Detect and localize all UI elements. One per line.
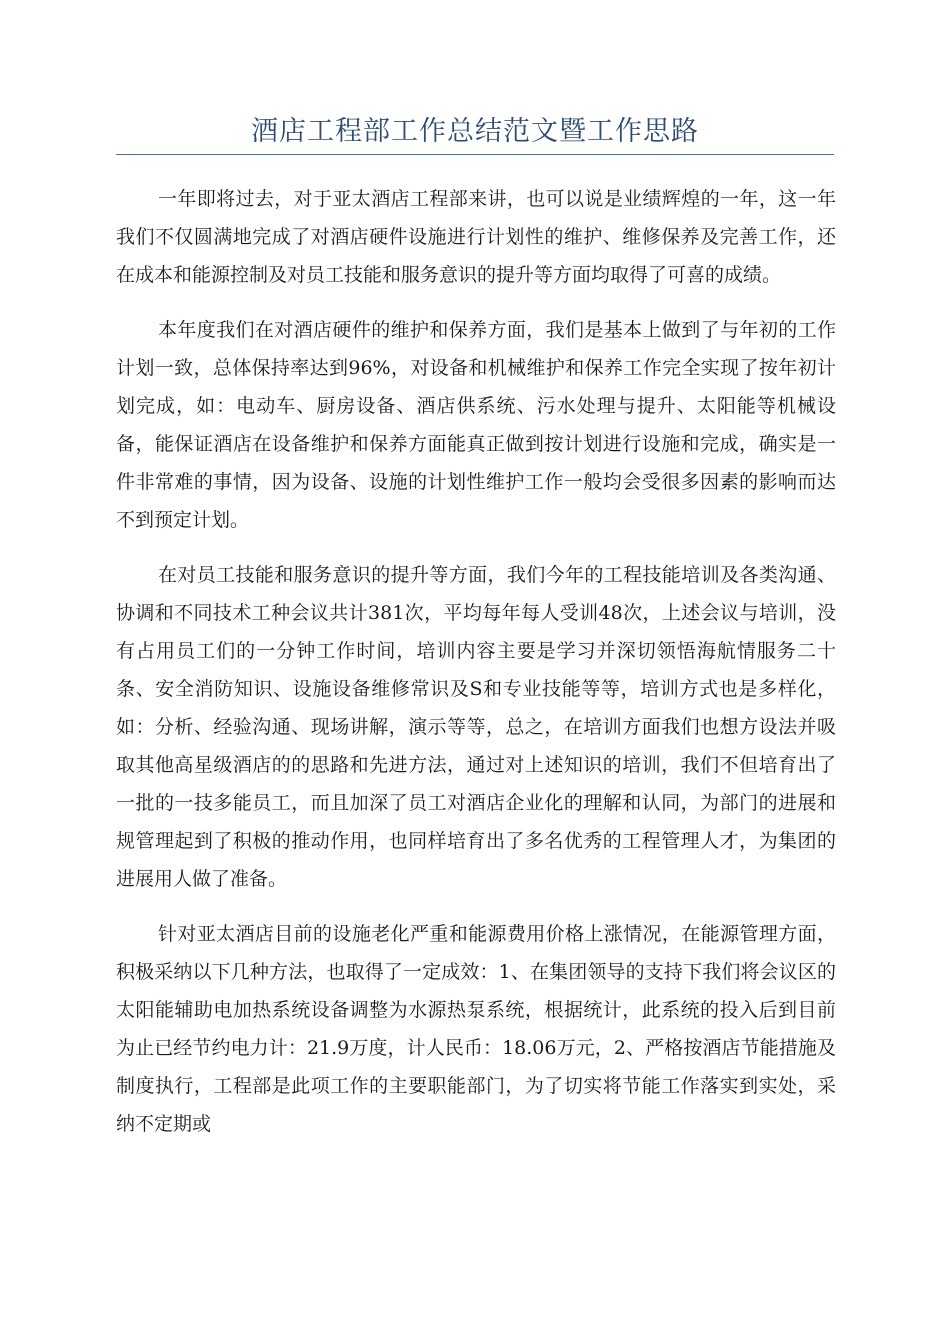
paragraph-1: 一年即将过去，对于亚太酒店工程部来讲，也可以说是业绩辉煌的一年，这一年我们不仅圆满地完成了对酒店硬件设施进行计划性的维护、维修保养及完善工作，还在成本和能源控制及对员工技能和服务意识的提升等方面均取得了可喜的成绩。 — [116, 188, 836, 286]
paragraph-3: 在对员工技能和服务意识的提升等方面，我们今年的工程技能培训及各类沟通、协调和不同技术工种会议共计381次，平均每年每人受训48次，上述会议与培训，没有占用员工们的一分钟工作时间，培训内容主要是学习并深切领悟海航情服务二十条、安全消防知识、设施设备维修常识及S和专业技能等等，培训方式也是多样化，如：分析、经验沟通、现场讲解，演示等等，总之，在培训方面我们也想方设法并吸取其他高星级酒店的的思路和先进方法，通过对上述知识的培训，我们不但培育出了一批的一技多能员工，而且加深了员工对酒店企业化的理解和认同，为部门的进展和规管理起到了积极的推动作用，也同样培育出了多名优秀的工程管理人才，为集团的进展用人做了准备。 — [116, 564, 836, 890]
title-underline — [116, 154, 834, 155]
paragraph-2: 本年度我们在对酒店硬件的维护和保养方面，我们是基本上做到了与年初的工作计划一致，总体保持率达到96%，对设备和机械维护和保养工作完全实现了按年初计划完成，如：电动车、厨房设备、酒店供系统、污水处理与提升、太阳能等机械设备，能保证酒店在设备维护和保养方面能真正做到按计划进行设施和完成，确实是一件非常难的事情，因为设备、设施的计划性维护工作一般均会受很多因素的影响而达不到预定计划。 — [116, 319, 836, 531]
document-body — [116, 180, 836, 1160]
document-title: 酒店工程部工作总结范文暨工作思路 — [251, 116, 699, 147]
paragraph-4: 针对亚太酒店目前的设施老化严重和能源费用价格上涨情况，在能源管理方面，积极采纳以下几种方法，也取得了一定成效：1、在集团领导的支持下我们将会议区的太阳能辅助电加热系统设备调整为水源热泵系统，根据统计，此系统的投入后到目前为止已经节约电力计：21.9万度，计人民币：18.06万元，2、严格按酒店节能措施及制度执行，工程部是此项工作的主要职能部门，为了切实将节能工作落实到实处，采纳不定期或 — [116, 923, 836, 1135]
